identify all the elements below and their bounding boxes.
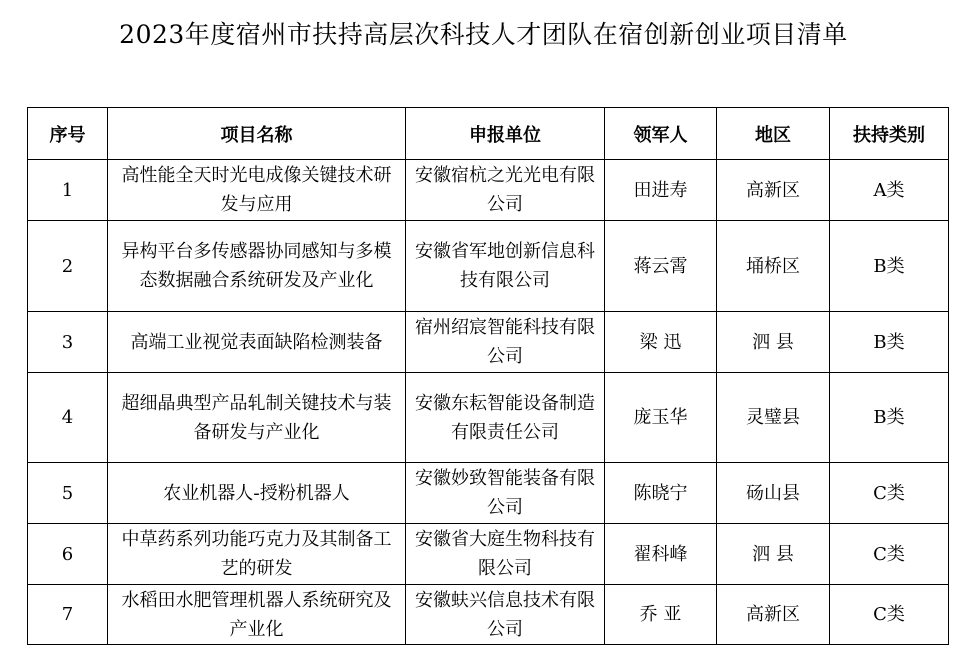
header-index: 序号 <box>28 108 108 160</box>
leader: 陈晓宁 <box>605 463 717 524</box>
header-project-name: 项目名称 <box>108 108 406 160</box>
support-category: B类 <box>830 373 949 463</box>
table-row <box>28 524 949 585</box>
row-index: 2 <box>28 221 108 312</box>
support-category: C类 <box>830 585 949 645</box>
project-name: 中草药系列功能巧克力及其制备工艺的研发 <box>108 524 406 585</box>
leader: 庞玉华 <box>605 373 717 463</box>
document-title: 2023年度宿州市扶持高层次科技人才团队在宿创新创业项目清单 <box>119 20 848 49</box>
leader: 蒋云霄 <box>605 221 717 312</box>
row-index: 6 <box>28 524 108 585</box>
region: 高新区 <box>717 585 830 645</box>
support-category: C类 <box>830 524 949 585</box>
leader: 翟科峰 <box>605 524 717 585</box>
support-category: B类 <box>830 312 949 373</box>
support-category: B类 <box>830 221 949 312</box>
row-index: 3 <box>28 312 108 373</box>
table-row <box>28 221 949 312</box>
applicant-unit: 安徽省大庭生物科技有限公司 <box>406 524 605 585</box>
applicant-unit: 安徽省军地创新信息科技有限公司 <box>406 221 605 312</box>
applicant-unit: 安徽东耘智能设备制造有限责任公司 <box>406 373 605 463</box>
row-index: 4 <box>28 373 108 463</box>
support-category: C类 <box>830 463 949 524</box>
project-name: 高性能全天时光电成像关键技术研发与应用 <box>108 160 406 221</box>
project-name: 超细晶典型产品轧制关键技术与装备研发与产业化 <box>108 373 406 463</box>
applicant-unit: 安徽宿杭之光光电有限公司 <box>406 160 605 221</box>
project-name: 农业机器人-授粉机器人 <box>108 463 406 524</box>
header-region: 地区 <box>717 108 830 160</box>
project-table <box>27 107 949 645</box>
applicant-unit: 安徽妙致智能装备有限公司 <box>406 463 605 524</box>
project-name: 异构平台多传感器协同感知与多模态数据融合系统研发及产业化 <box>108 221 406 312</box>
applicant-unit: 宿州绍宸智能科技有限公司 <box>406 312 605 373</box>
table-row <box>28 373 949 463</box>
region: 泗 县 <box>717 524 830 585</box>
table-row <box>28 312 949 373</box>
header-leader: 领军人 <box>605 108 717 160</box>
project-name: 水稻田水肥管理机器人系统研究及产业化 <box>108 585 406 645</box>
leader: 田进寿 <box>605 160 717 221</box>
region: 埇桥区 <box>717 221 830 312</box>
applicant-unit: 安徽蚨兴信息技术有限公司 <box>406 585 605 645</box>
table-header-row <box>28 108 949 160</box>
header-applicant-unit: 申报单位 <box>406 108 605 160</box>
table-row <box>28 463 949 524</box>
header-support-category: 扶持类别 <box>830 108 949 160</box>
leader: 乔 亚 <box>605 585 717 645</box>
region: 泗 县 <box>717 312 830 373</box>
row-index: 5 <box>28 463 108 524</box>
region: 砀山县 <box>717 463 830 524</box>
table-row <box>28 585 949 645</box>
project-name: 高端工业视觉表面缺陷检测装备 <box>108 312 406 373</box>
region: 灵璧县 <box>717 373 830 463</box>
leader: 梁 迅 <box>605 312 717 373</box>
region: 高新区 <box>717 160 830 221</box>
row-index: 1 <box>28 160 108 221</box>
row-index: 7 <box>28 585 108 645</box>
table-row <box>28 160 949 221</box>
support-category: A类 <box>830 160 949 221</box>
